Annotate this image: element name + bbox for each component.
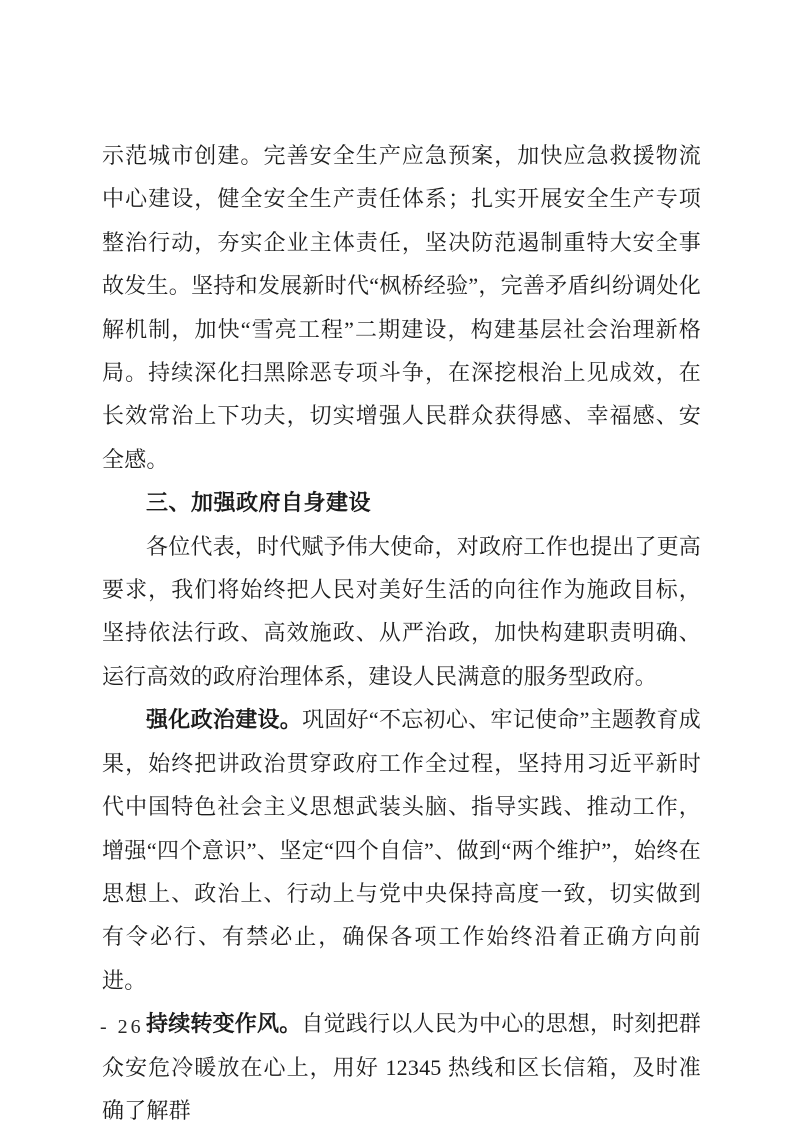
- paragraph-lead-workstyle: 持续转变作风。: [146, 1011, 302, 1037]
- paragraph-text-workstyle: 自觉践行以人民为中心的思想，时刻把群众安危冷暖放在心上，用好 12345 热线和区长信箱，及时准确了解群: [102, 1011, 702, 1122]
- section-heading: 三、加强政府自身建设: [146, 490, 372, 516]
- paragraph-intro: 各位代表，时代赋予伟大使命，对政府工作也提出了更高要求，我们将始终把人民对美好生活的向往作为施政目标，坚持依法行政、高效施政、从严治政，加快构建职责明确、运行高效的政府治理体系，建设人民满意的服务型政府。: [102, 533, 702, 689]
- paragraph-work-style: [102, 1002, 701, 1122]
- paragraph-political-building: [102, 698, 701, 1002]
- paragraph-safety-governance: 示范城市创建。完善安全生产应急预案，加快应急救援物流中心建设，健全安全生产责任体系；扎实开展安全生产专项整治行动，夯实企业主体责任，坚决防范遏制重特大安全事故发生。坚持和发展新时代“枫桥经验”，完善矛盾纠纷调处化解机制，加快“雪亮工程”二期建设，构建基层社会治理新格局。持续深化扫黑除恶专项斗争，在深挖根治上见成效，在长效常治上下功夫，切实增强人民群众获得感、幸福感、安全感。: [102, 143, 701, 472]
- paragraph-lead-political: 强化政治建设。: [146, 707, 303, 733]
- document-body: [102, 134, 701, 1122]
- page-number: - 26 -: [100, 1016, 162, 1038]
- paragraph-text-political: 巩固好“不忘初心、牢记使命”主题教育成果，始终把讲政治贯穿政府工作全过程，坚持用习近平新时代中国特色社会主义思想武装头脑、指导实践、推动工作，增强“四个意识”、坚定“四个自信”、做到“两个维护”，始终在思想上、政治上、行动上与党中央保持高度一致，切实做到有令必行、有禁必止，确保各项工作始终沿着正确方向前进。: [102, 707, 701, 993]
